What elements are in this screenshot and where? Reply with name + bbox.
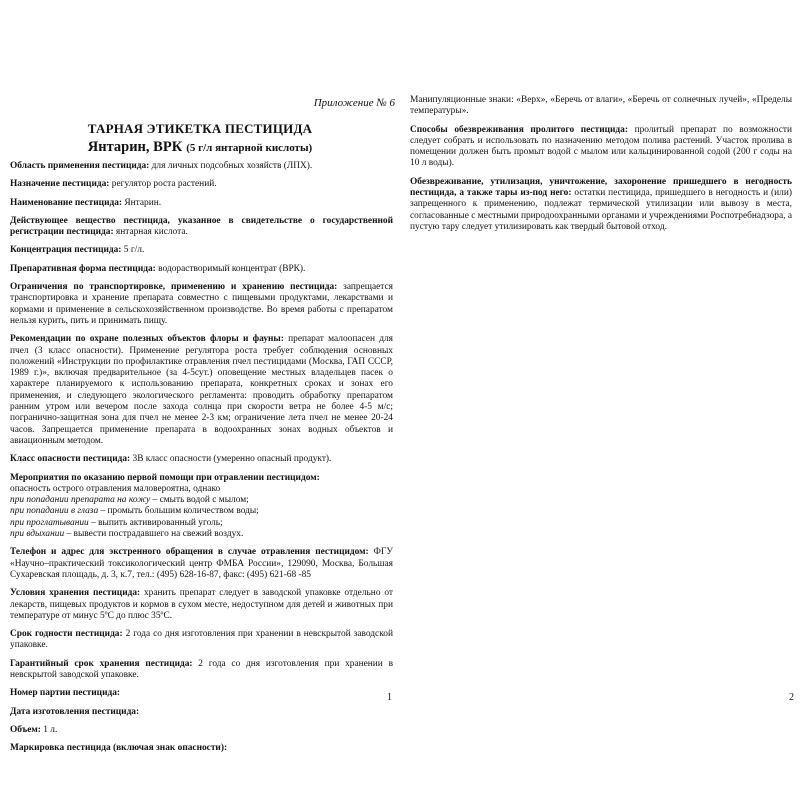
product-concentration: (5 г/л янтарной кислоты) [186, 142, 313, 154]
section-purpose: Назначение пестицида: регулятор роста растений. [10, 179, 217, 190]
section-volume: Объем: 1 л. [10, 724, 58, 735]
section-restrictions: Ограничения по транспортировке, применению и хранению пестицида: запрещается транспортировка и хранение препарата совместно с пищевыми продуктами, лекарствами и кормами и применение в сельскохозяйственном производстве. Во время работы с препаратом нельзя курить, пить и принимать пищу. [10, 282, 393, 326]
section-manufacture-date: Дата изготовления пестицида: [10, 706, 140, 717]
section-marking: Маркировка пестицида (включая знак опасности): [10, 743, 228, 754]
section-warranty-period: Гарантийный срок хранения пестицида: 2 года со дня изготовления при хранении в невскрытой заводской упаковке. [10, 658, 393, 680]
label-text-column-1 [10, 161, 393, 754]
document-title: ТАРНАЯ ЭТИКЕТКА ПЕСТИЦИДА [87, 121, 313, 136]
section-disposal: Обезвреживание, утилизация, уничтожение, захоронение пришедшего в негодность пестицида, а также тары из-под него: остатки пестицида, пришедшего в негодность и (или) запрещенного к применению, подлежат термической утилизации или вывозу в места, согласованные с местными природоохранными органами и учреждениями Роспотребнадзора, а пустую тару следует утилизировать как твердый бытовой отход. [410, 176, 792, 232]
first-aid-item: при попадании в глаза – промыть большим количеством воды; [10, 506, 259, 517]
first-aid-item: при проглатывании – выпить активированный уголь; [10, 517, 223, 528]
product-heading [0, 138, 400, 156]
section-active-substance: Действующее вещество пестицида, указанное в свидетельстве о государственной регистрации пестицида: янтарная кислота. [10, 215, 393, 238]
section-name: Наименование пестицида: Янтарин. [10, 197, 162, 208]
section-concentration: Концентрация пестицида: 5 г/л. [10, 245, 145, 256]
section-shelf-life: Срок годности пестицида: 2 года со дня изготовления при хранении в невскрытой заводской упаковке. [10, 629, 393, 651]
section-formulation: Препаративная форма пестицида: водорастворимый концентрат (ВРК). [10, 263, 306, 274]
page-2 [400, 0, 800, 800]
appendix-number: Приложение № 6 [313, 97, 395, 109]
section-application-area: Область применения пестицида: для личных подсобных хозяйств (ЛПХ). [10, 161, 313, 171]
page-number: 1 [387, 692, 392, 703]
label-text-column-2 [410, 95, 792, 240]
first-aid-label: Мероприятия по оказанию первой помощи при отравлении пестицидом: [10, 472, 320, 483]
section-handling-signs: Манипуляционные знаки: «Верх», «Беречь от влаги», «Беречь от солнечных лучей», «Пределы температуры». [410, 95, 792, 117]
section-first-aid [10, 473, 393, 541]
page-number: 2 [789, 692, 794, 703]
section-batch-number: Номер партии пестицида: [10, 688, 121, 699]
first-aid-item: при попадании препарата на кожу – смыть водой с мылом; [10, 495, 249, 506]
section-flora-fauna: Рекомендации по охране полезных объектов флоры и фауны: препарат малоопасен для пчел (3 класс опасности). Применение регулятора роста требует соблюдения основных положений «Инструкции по профилактике отравления пчел пестицидами (Москва, ГАП СССР, 1989 г.)», включая предварительное (за 4-5сут.) оповещение местных владельцев пасек о характере планируемого к использованию препарата, конкретных сроках и зонах его применения, и следующего экологического регламента: проводить обработку препаратом ранним утром или вечером после захода солнца при скорости ветра не более 4-5 м/с; погранично-защитная зона для пчел не менее 2-3 км; ограничение лета пчел не менее 20-24 часов. Запрещается применение препарата в водоохранных зонах водных объектов и авиационным методом. [10, 334, 393, 446]
section-spill-neutralization: Способы обезвреживания пролитого пестицида: пролитый препарат по возможности следует собрать и использовать по назначению методом полива растений. Участок пролива в помещении должен быть промыт водой с мылом или кальцинированной содой (200 г соды на 10 л воды). [410, 124, 792, 169]
section-emergency-contact: Телефон и адрес для экстренного обращения в случае отравления пестицидом: ФГУ «Научно–практический токсикологический центр ФМБА России», 129090, Москва, Большая Сухаревская площадь, д. 3, к.7, тел.: (495) 628-16-87, факс: (495) 621-68 -85 [10, 547, 393, 580]
first-aid-intro: опасность острого отравления маловероятна, однако [10, 483, 221, 494]
first-aid-item: при вдыхании – вывести пострадавшего на свежий воздух. [10, 529, 244, 540]
section-storage-conditions: Условия хранения пестицида: хранить препарат следует в заводской упаковке отдельно от лекарств, пищевых продуктов и кормов в сухом месте, недоступном для детей и животных при температуре от минус 5ºС до плюс 35ºС. [10, 588, 393, 621]
product-name: Янтарин, ВРК [87, 139, 183, 155]
section-hazard-class: Класс опасности пестицида: 3В класс опасности (умеренно опасный продукт). [10, 454, 332, 465]
